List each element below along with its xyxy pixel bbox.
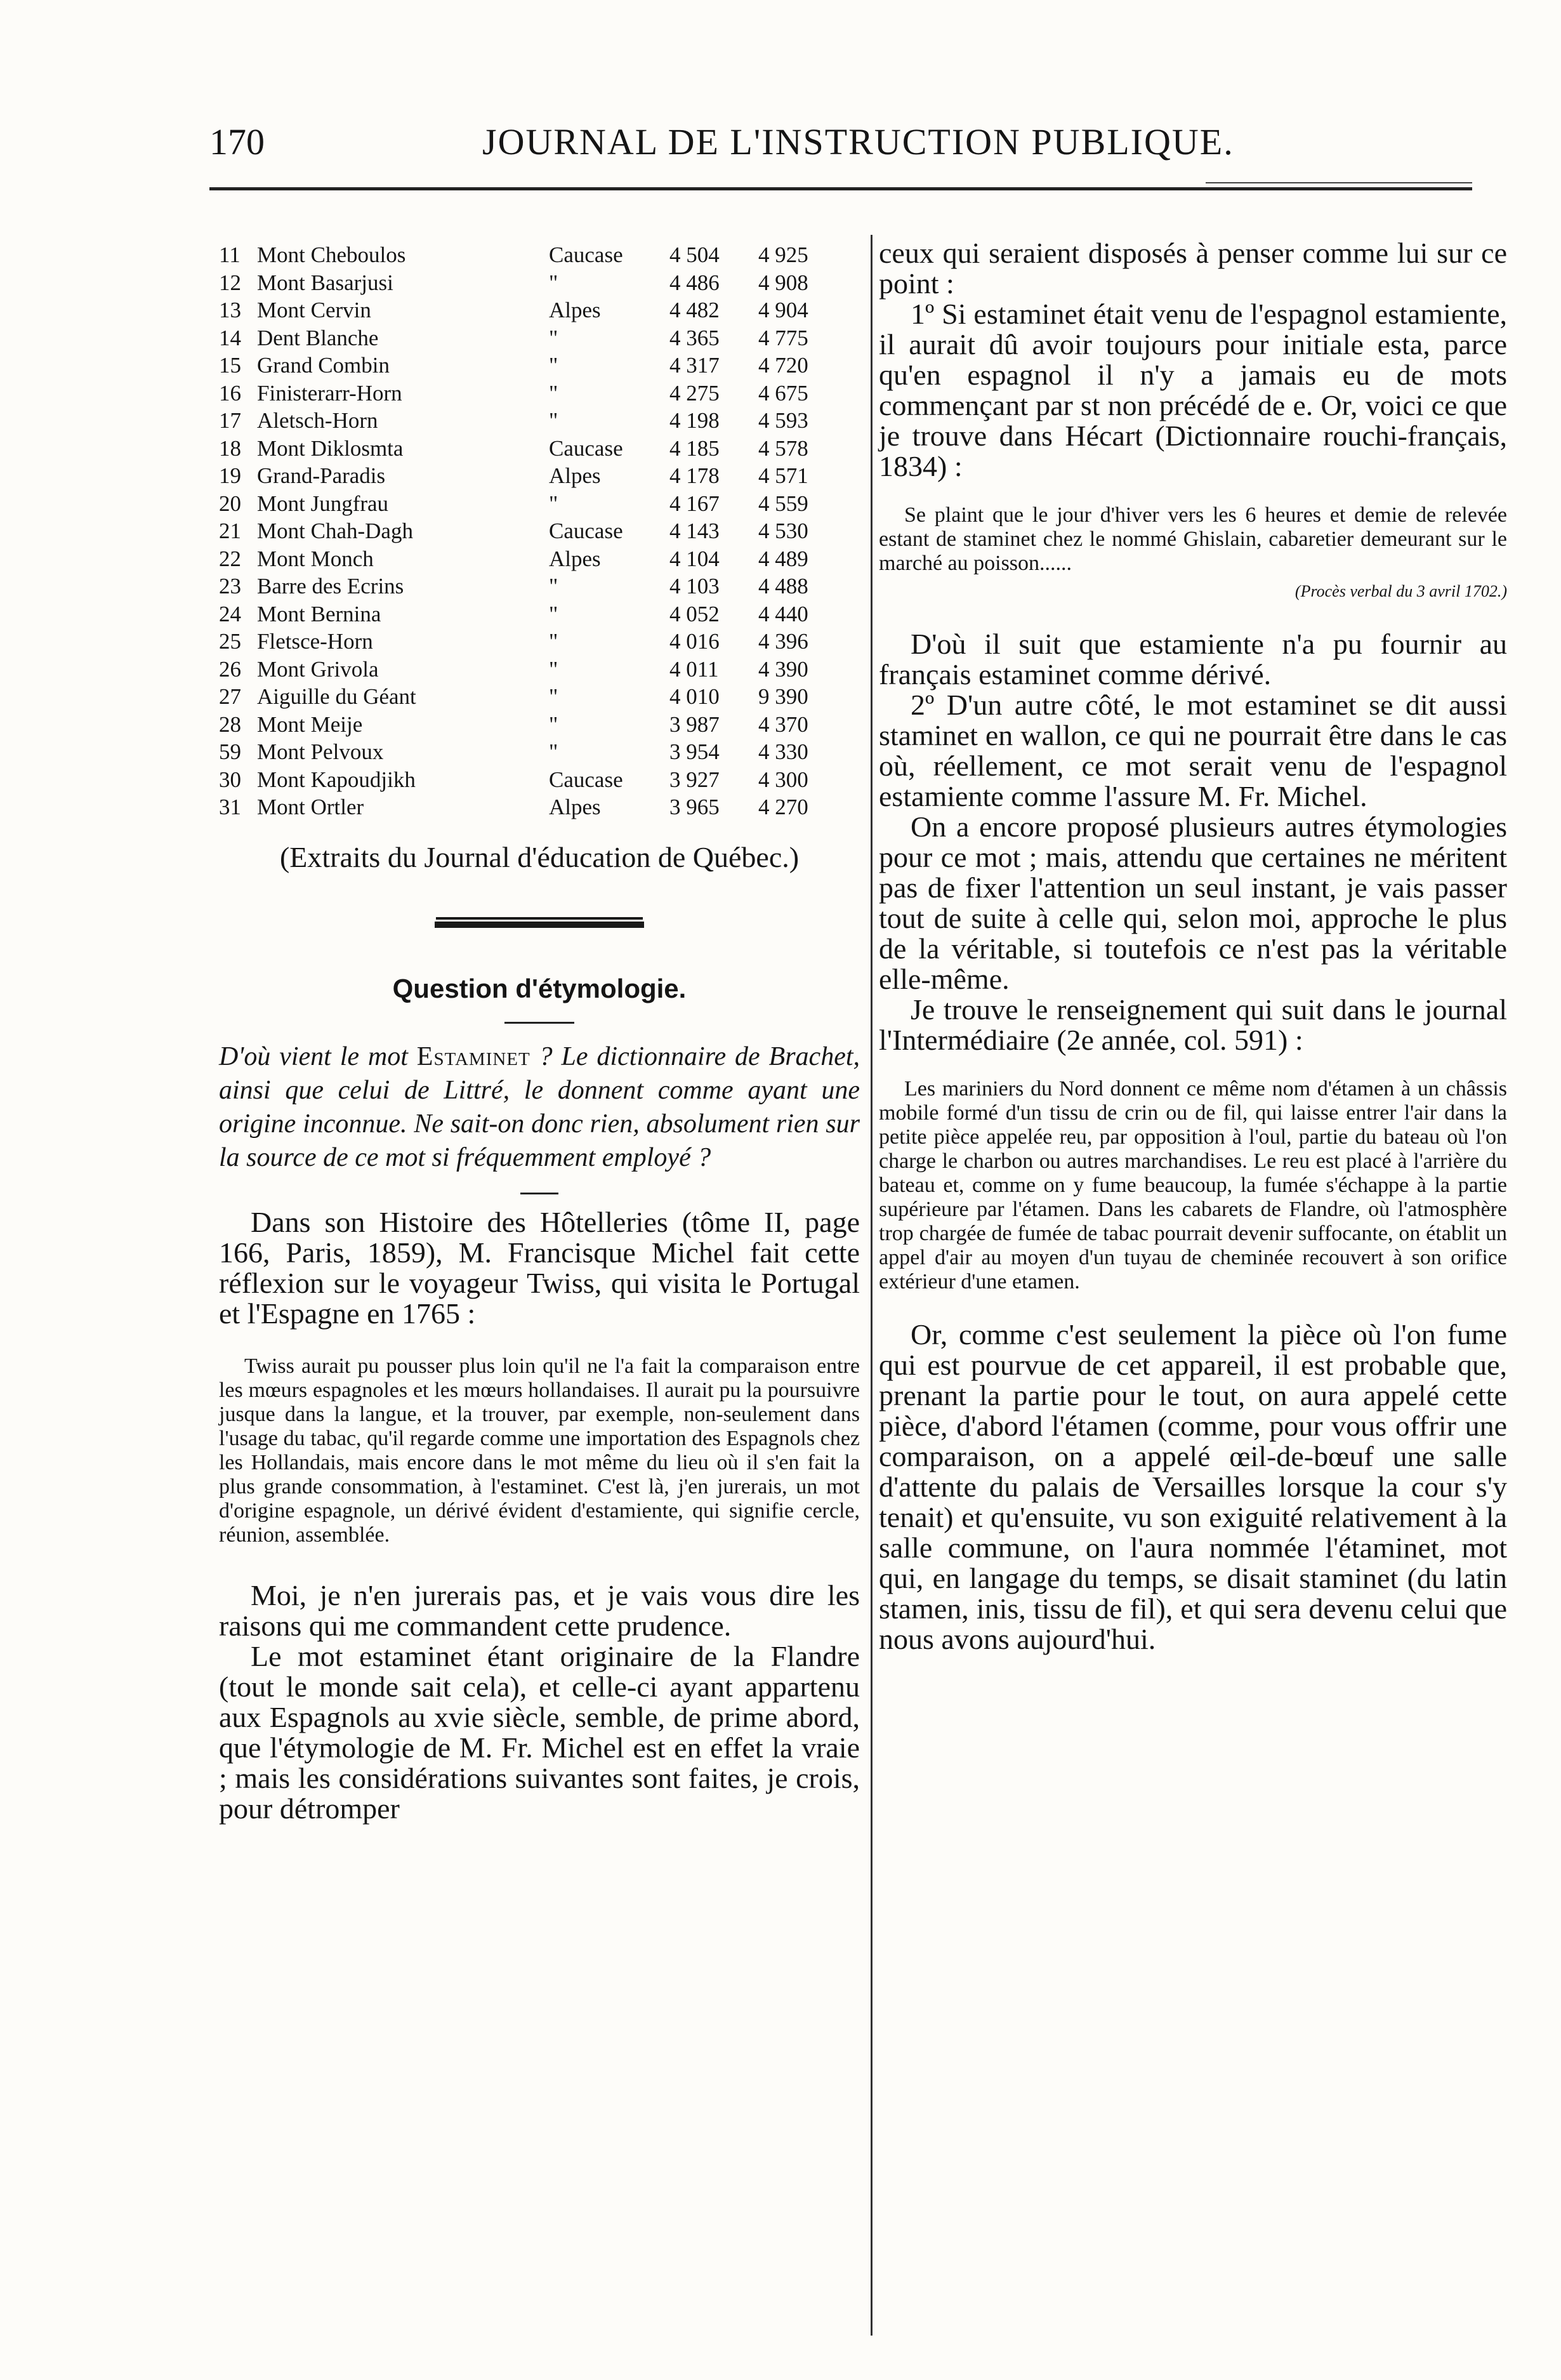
mountain-name: Mont Cheboulos — [257, 242, 406, 267]
height-a: 3 954 — [669, 739, 720, 764]
title-rule — [504, 1022, 574, 1024]
mountain-name: Mont Ortler — [257, 795, 364, 819]
mountain-name: Barre des Ecrins — [257, 574, 404, 598]
table-row — [219, 407, 860, 435]
height-a: 4 504 — [669, 242, 720, 267]
running-title: JOURNAL DE L'INSTRUCTION PUBLIQUE. — [482, 121, 1234, 162]
table-row — [219, 766, 860, 794]
mountain-name: Mont Meije — [257, 711, 363, 737]
height-b: 4 300 — [758, 767, 808, 792]
body-paragraph: Or, comme c'est seulement la pièce où l'on fume qui est pourvue de cet appareil, il est probable que, prenant la partie pour le tout, on aura appelé cette pièce, d'abord l'étamen (comme, pour vous offrir une comparaison, on a appelé œil-de-bœuf une salle d'attente du palais de Versailles lorsque la cour s'y tenait) et qu'ensuite, vu son exiguité relativement à la salle commune, on l'aura nommée l'étaminet, mot qui, en langage du temps, se disait staminet (du latin stamen, inis, tissu de fil), et qui sera devenu celui que nous avons aujourd'hui. — [879, 1318, 1507, 1655]
region: Alpes — [549, 546, 601, 571]
height-b: 4 370 — [758, 711, 808, 737]
twiss-quote — [219, 1354, 860, 1547]
region: " — [549, 353, 558, 378]
page-number: 170 — [209, 121, 265, 162]
region: " — [549, 601, 558, 626]
intermediaire-quote — [879, 1077, 1507, 1294]
height-a: 4 103 — [669, 574, 720, 598]
region: Alpes — [549, 795, 601, 819]
height-a: 4 365 — [669, 325, 720, 350]
height-b: 9 390 — [758, 684, 808, 709]
height-a: 3 927 — [669, 767, 720, 792]
section-title: Question d'étymologie. — [392, 973, 687, 1003]
table-row — [219, 628, 860, 656]
mountain-name: Aletsch-Horn — [257, 408, 378, 433]
question-rest: ? Le dictionnaire de Brachet, ainsi que celui de Littré, le donnent comme ayant une origine inconnue. Ne sait-on donc rien, absolument rien sur la source de ce mot si fréquemment employé ? — [219, 1041, 860, 1172]
question-start: D'où vient le mot — [219, 1041, 408, 1071]
mountain-name: Mont Jungfrau — [257, 491, 389, 516]
body-paragraph: D'où il suit que estamiente n'a pu fournir au français estaminet comme dérivé. — [879, 628, 1507, 691]
body-paragraph: 2º D'un autre côté, le mot estaminet se dit aussi staminet en wallon, ce qui ne pourrait être dans le cas où, réellement, ce mot serait venu de l'espagnol estamiente comme l'assure M. Fr. Michel. — [879, 689, 1507, 812]
row-number: 23 — [219, 574, 241, 598]
quote-paragraph: Les mariniers du Nord donnent ce même nom d'étamen à un châssis mobile formé d'un tissu de crin ou de fil, qui laisse entrer l'air dans la petite pièce appelée reu, par opposition à l'oul, partie du bateau où l'on charge le charbon ou autres marchandises. Le reu est placé à l'arrière du bateau et, comme on y fume beaucoup, la fumée s'échappe à la partie supérieure par l'étamen. Dans les cabarets de Flandre, où l'atmosphère trop chargée de fumée de tabac pourrait devenir suffocante, on établit un appel d'air au moyen d'un tuyau de cheminée recouvert à son orifice extérieur d'une etamen. — [879, 1077, 1507, 1293]
left-body-2 — [219, 1580, 860, 1824]
quote-paragraph: Se plaint que le jour d'hiver vers les 6 heures et demie de relevée estant de staminet chez le nommé Ghislain, cabaretier demeurant sur le marché au poisson...... — [879, 503, 1507, 575]
height-b: 4 330 — [758, 739, 808, 764]
row-number: 27 — [219, 684, 241, 709]
height-a: 4 178 — [669, 463, 720, 488]
mountain-name: Finisterarr-Horn — [257, 380, 402, 406]
table-row — [219, 490, 860, 518]
row-number: 25 — [219, 629, 241, 654]
region: " — [549, 408, 558, 433]
mountain-name: Aiguille du Géant — [257, 684, 416, 709]
row-number: 15 — [219, 353, 241, 378]
hecart-quote — [879, 503, 1507, 604]
mountain-name: Mont Kapoudjikh — [257, 767, 416, 792]
height-b: 4 396 — [758, 629, 808, 654]
table-row — [219, 462, 860, 490]
table-row — [219, 656, 860, 684]
question-rule — [520, 1193, 558, 1194]
region: " — [549, 380, 558, 406]
height-b: 4 488 — [758, 574, 808, 598]
mountain-name: Grand Combin — [257, 353, 390, 378]
table-row — [219, 380, 860, 407]
body-paragraph: Le mot estaminet étant originaire de la Flandre (tout le monde sait cela), et celle-ci ayant appartenu aux Espagnols au xvie siècle, semble, de prime abord, que l'étymologie de M. Fr. Michel est en effet la vraie ; mais les considérations suivantes sont faites, je crois, pour détromper — [219, 1639, 860, 1825]
row-number: 12 — [219, 270, 241, 295]
row-number: 24 — [219, 601, 241, 626]
region: " — [549, 325, 558, 350]
table-row — [219, 241, 860, 269]
row-number: 19 — [219, 463, 241, 488]
height-a: 4 317 — [669, 353, 720, 378]
region: " — [549, 684, 558, 709]
height-a: 4 275 — [669, 380, 720, 406]
height-b: 4 904 — [758, 298, 808, 322]
region: " — [549, 491, 558, 516]
region: " — [549, 739, 558, 764]
height-a: 4 198 — [669, 408, 720, 433]
row-number: 31 — [219, 795, 241, 819]
region: Caucase — [549, 519, 623, 543]
region: " — [549, 656, 558, 682]
table-row — [219, 711, 860, 739]
right-body-3 — [879, 1319, 1507, 1655]
height-b: 4 908 — [758, 270, 808, 295]
body-paragraph: ceux qui seraient disposés à penser comme lui sur ce point : — [879, 237, 1507, 300]
region: Caucase — [549, 767, 623, 792]
height-b: 4 530 — [758, 519, 808, 543]
height-b: 4 390 — [758, 656, 808, 682]
row-number: 16 — [219, 380, 241, 406]
mountain-name: Fletsce-Horn — [257, 629, 373, 654]
mountain-name: Mont Grivola — [257, 656, 379, 682]
table-row — [219, 683, 860, 711]
quote-paragraph: Twiss aurait pu pousser plus loin qu'il ne l'a fait la comparaison entre les mœurs espagnoles et les mœurs hollandaises. Il aurait pu la poursuivre jusque dans la langue, et la trouver, par exemple, non-seulement dans l'usage du tabac, qu'il regarde comme une importation des Espagnols chez les Hollandais, mais encore dans le mot même du lieu où il s'en fait la plus grande consommation, à l'estaminet. C'est là, j'en jurerais, un mot d'origine espagnole, un dérivé évident d'estamiente, qui signifie cercle, réunion, assemblée. — [219, 1354, 860, 1547]
height-a: 4 486 — [669, 270, 720, 295]
height-b: 4 571 — [758, 463, 808, 488]
height-a: 4 482 — [669, 298, 720, 322]
page-header — [209, 121, 1447, 184]
height-b: 4 559 — [758, 491, 808, 516]
mountain-name: Dent Blanche — [257, 325, 379, 350]
question-word: Estaminet — [416, 1041, 530, 1071]
height-b: 4 593 — [758, 408, 808, 433]
body-paragraph: 1º Si estaminet était venu de l'espagnol estamiente, il aurait dû avoir toujours pour initiale esta, parce qu'en espagnol il n'y a jamais eu de mots commençant par st non précédé de e. Or, voici ce que je trouve dans Hécart (Dictionnaire rouchi-français, 1834) : — [879, 298, 1507, 482]
height-a: 4 143 — [669, 519, 720, 543]
row-number: 18 — [219, 435, 241, 461]
table-row — [219, 517, 860, 545]
region: Alpes — [549, 298, 601, 322]
region: " — [549, 711, 558, 737]
mountain-name: Mont Monch — [257, 546, 374, 571]
row-number: 20 — [219, 491, 241, 516]
table-row — [219, 793, 860, 821]
mountain-name: Mont Pelvoux — [257, 739, 384, 764]
table-row — [219, 269, 860, 297]
region: " — [549, 629, 558, 654]
row-number: 14 — [219, 325, 241, 350]
mountain-name: Mont Chah-Dagh — [257, 519, 413, 543]
height-a: 4 167 — [669, 491, 720, 516]
height-a: 3 987 — [669, 711, 720, 737]
height-a: 3 965 — [669, 795, 720, 819]
height-b: 4 578 — [758, 435, 808, 461]
table-row — [219, 572, 860, 600]
row-number: 59 — [219, 739, 241, 764]
height-b: 4 720 — [758, 353, 808, 378]
row-number: 28 — [219, 711, 241, 737]
height-a: 4 010 — [669, 684, 720, 709]
region: " — [549, 574, 558, 598]
table-body — [219, 241, 860, 821]
section-separator — [435, 920, 644, 928]
body-paragraph: Moi, je n'en jurerais pas, et je vais vous dire les raisons qui me commandent cette prudence. — [219, 1578, 860, 1642]
height-a: 4 011 — [669, 656, 719, 682]
header-rule-thin — [1206, 182, 1472, 183]
header-rule — [209, 187, 1472, 190]
height-b: 4 270 — [758, 795, 808, 819]
quote-citation: (Procès verbal du 3 avril 1702.) — [1294, 582, 1507, 600]
mountain-name: Mont Diklosmta — [257, 435, 404, 461]
table-row — [219, 352, 860, 380]
height-a: 4 016 — [669, 629, 720, 654]
mountain-name: Mont Cervin — [257, 298, 371, 322]
region: " — [549, 270, 558, 295]
height-b: 4 440 — [758, 601, 808, 626]
table-row — [219, 600, 860, 628]
mountain-name: Grand-Paradis — [257, 463, 386, 488]
height-a: 4 185 — [669, 435, 720, 461]
row-number: 26 — [219, 656, 241, 682]
right-body-2 — [879, 629, 1507, 1055]
left-body — [219, 1207, 860, 1329]
body-paragraph: Dans son Histoire des Hôtelleries (tôme II, page 166, Paris, 1859), M. Francisque Michel fait cette réflexion sur le voyageur Twiss, qui visita le Portugal et l'Espagne en 1765 : — [219, 1205, 860, 1330]
row-number: 13 — [219, 298, 241, 322]
height-b: 4 675 — [758, 380, 808, 406]
height-b: 4 925 — [758, 242, 808, 267]
mountains-table — [219, 241, 860, 821]
body-paragraph: On a encore proposé plusieurs autres étymologies pour ce mot ; mais, attendu que certaines ne méritent pas de fixer l'attention un seul instant, je vais passer tout de suite à celle qui, selon moi, approche le plus de la véritable, si toutefois ce n'est pas la véritable elle-même. — [879, 810, 1507, 995]
row-number: 30 — [219, 767, 241, 792]
source-note: (Extraits du Journal d'éducation de Québec.) — [279, 840, 800, 873]
mountain-name: Mont Basarjusi — [257, 270, 393, 295]
right-body — [879, 238, 1507, 482]
height-a: 4 104 — [669, 546, 720, 571]
row-number: 17 — [219, 408, 241, 433]
table-row — [219, 324, 860, 352]
height-b: 4 775 — [758, 325, 808, 350]
height-b: 4 489 — [758, 546, 808, 571]
region: Alpes — [549, 463, 601, 488]
mountain-name: Mont Bernina — [257, 601, 381, 626]
left-column — [219, 241, 860, 1824]
table-row — [219, 296, 860, 324]
column-divider — [871, 235, 873, 2336]
table-row — [219, 545, 860, 573]
region: Caucase — [549, 242, 623, 267]
row-number: 21 — [219, 519, 241, 543]
table-row — [219, 738, 860, 766]
row-number: 22 — [219, 546, 241, 571]
row-number: 11 — [219, 242, 240, 267]
right-column — [879, 238, 1507, 1655]
height-a: 4 052 — [669, 601, 720, 626]
region: Caucase — [549, 435, 623, 461]
body-paragraph: Je trouve le renseignement qui suit dans le journal l'Intermédiaire (2e année, col. 591) : — [879, 993, 1507, 1056]
table-row — [219, 435, 860, 463]
question-paragraph — [219, 1040, 860, 1175]
